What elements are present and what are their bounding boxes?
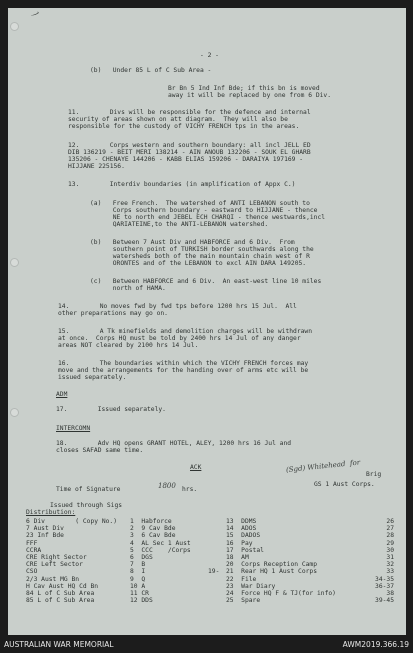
list-item: 6 DGS	[130, 554, 153, 562]
list-item: CRE Left Sector	[26, 561, 83, 569]
list-item: 32	[386, 561, 394, 569]
list-item: 30	[386, 546, 394, 554]
section-b-heading: (b) Under 85 L of C Sub Area -	[90, 67, 212, 74]
punch-hole-icon	[10, 408, 19, 417]
document-page: ノ - 2 - (b) Under 85 L of C Sub Area - Br Bn 5 Ind Inf Bde; if this bn is moved away it will be replaced by one from 6 Div. 11. Divs will be responsible for the defence and internal security of areas shown on att diagram. They will also be responsible for the custody of VICHY FRENCH tps in the areas. 12. Corps western and southern boundary: all incl JELL ED DIB 136219 - BEIT MERI 138214 - AIN ANOUB 132206 - SOUK EL GHARB 135206 - CHENAYE 144206 - KABB ELIAS 159206 - DARAIYA 197169 - HIJJANE 225156. 13. Interdiv boundaries (in amplification of Appx C.) (a) Free French. The watershed of ANTI LEBANON south to Corps southern boundary - eastward to HIJJANE - thence NE to north end JEBEL ECH CHARQI - thence westwards,incl QARIATEINE,to the ANTI-LEBANON watershed. (b) Between 7 Aust Div and HABFORCE and 6 Div. From southern point of TURKISH border southwards along the watersheds both of the main mountain chain west of R ORONTES and of the LEBANON to excl AIN DARA 149205. (c) Between HABFORCE and 6 Div. An east-west line 10 miles north of HAMA. 14. No moves fwd by fwd tps before 1200 hrs 15 Jul. All other preparations may go on. 15. A Tk minefields and demolition charges will be withdrawn at once. Corps HQ must be told by 2400 hrs 14 Jul of any danger areas NOT cleared by 2100 hrs 14 Jul. 16. The boundaries within which the VICHY FRENCH forces may move and the arrangements for the handing over of arms etc will be issued separately. ADM 17. Issued separately. INTERCOMN 18. Adv HQ opens GRANT HOTEL, ALEY, 1200 hrs 16 Jul and closes SAFAD same time. ACK (Sgd) Whitehead for Brig GS 1 Aust Corps. Time of Signature 1800 hrs. Issued through Sigs Distribution: 6 Div ( Copy No.) 7 Aust Div 23 Inf Bde FFF CCRA CRE Right Sector CRE Left Sector CSO 2/3 Aust MG Bn H Cav Aust HQ Cd Bn 84 L of C Sub Area 85 L of C Sub Area 1 Habforce 2 9 Cav Bde 3 6 Cav Bde 4 AL Sec 1 Aust 5 CCC /Corps 6 DGS 7 B 8 I 9 Q 10 A 11 CR 12 DDS 19- 13 DDMS 14 ADOS 15 DADOS 16 Pay 17 Postal 18 AM 20 Corps Reception Camp 21 Rear HQ 1 Aust Corps 22 File 23 War Diary 24 Force HQ F & TJ(for info) 25 Spare 26 27 28 29 30 31 32 33 34-35 36-37 38 39-45	[8, 8, 406, 635]
list-item: 85 L of C Sub Area	[26, 597, 95, 605]
list-item: 24 Force HQ F & TJ(for info)	[226, 590, 336, 598]
distribution-col-4	[360, 518, 394, 604]
tick-mark-icon: ノ	[28, 8, 42, 22]
archive-footer	[0, 636, 413, 653]
list-item: 27	[386, 525, 394, 533]
list-item: 2 9 Cav Bde	[130, 525, 176, 533]
list-item: 11 CR	[130, 590, 149, 598]
section-b-text-2: away it will be replaced by one from 6 Div.	[168, 92, 332, 99]
paragraph-13-heading: 13. Interdiv boundaries (in amplification of Appx C.)	[68, 181, 296, 188]
list-item: CRE Right Sector	[26, 554, 87, 562]
handwritten-signature: (Sgd) Whitehead	[285, 459, 346, 475]
footer-accession-number: AWM2019.366.19	[342, 640, 409, 649]
list-item: 1 Habforce	[130, 518, 172, 525]
distribution-col-1	[26, 518, 117, 604]
list-item: 39-45	[375, 597, 394, 605]
ack-heading: ACK	[190, 464, 202, 471]
list-item: H Cav Aust HQ Cd Bn	[26, 582, 99, 590]
punch-hole-icon	[10, 258, 19, 267]
list-item: 14 ADOS	[226, 525, 257, 533]
issued-through-sigs: Issued through Sigs	[50, 502, 123, 509]
list-item: 10 A	[130, 582, 146, 590]
list-item: 36-37	[375, 582, 394, 590]
adm-heading: ADM	[56, 391, 68, 398]
distribution-col-3	[226, 518, 336, 604]
list-item: 29	[386, 539, 394, 547]
list-item: 23 War Diary	[226, 582, 276, 590]
signature-title: GS 1 Aust Corps.	[314, 481, 375, 488]
paragraph-17: 17. Issued separately.	[56, 406, 166, 413]
signature-brig: Brig	[366, 471, 382, 478]
list-item: 17 Postal	[226, 546, 264, 554]
list-item: 3 6 Cav Bde	[130, 532, 176, 540]
list-item: 20 Corps Reception Camp	[226, 561, 317, 569]
list-item: CCRA	[26, 546, 42, 554]
list-item: 13 DDMS	[226, 518, 257, 525]
list-item: 38	[386, 590, 394, 598]
list-item: 6 Div ( Copy No.)	[26, 518, 117, 525]
time-of-signature-label: Time of Signature	[56, 486, 121, 493]
list-item: FFF	[26, 539, 38, 547]
list-item: 22 File	[226, 575, 257, 583]
list-item: 33	[386, 568, 394, 576]
intercomn-heading: INTERCOMN	[56, 425, 91, 432]
list-item: 2/3 Aust MG Bn	[26, 575, 80, 583]
list-item: 34-35	[375, 575, 394, 583]
list-item: 4 AL Sec 1 Aust	[130, 539, 191, 547]
distribution-label: Distribution:	[26, 509, 76, 516]
list-item: 84 L of C Sub Area	[26, 590, 95, 598]
list-item: 25 Spare	[226, 597, 261, 605]
list-item: 23 Inf Bde	[26, 532, 64, 540]
list-item: 26	[386, 518, 394, 525]
footer-institution: AUSTRALIAN WAR MEMORIAL	[4, 640, 114, 649]
list-item: 28	[386, 532, 394, 540]
time-of-signature-value: 1800	[158, 482, 176, 490]
list-item: 12 DDS	[130, 597, 153, 605]
list-item: 5 CCC /Corps	[130, 546, 191, 554]
list-item: 7 B	[130, 561, 146, 569]
page-number: - 2 -	[200, 52, 219, 59]
list-item: 7 Aust Div	[26, 525, 64, 533]
list-item: CSO	[26, 568, 38, 576]
list-item: 8 I	[130, 568, 146, 576]
distribution-col-2	[130, 518, 191, 604]
time-of-signature-unit: hrs.	[182, 486, 198, 493]
list-item: 31	[386, 554, 394, 562]
signature-for: for	[349, 458, 361, 468]
list-item: 21 Rear HQ 1 Aust Corps	[226, 568, 317, 576]
punch-hole-icon	[10, 22, 19, 31]
list-item: 9 Q	[130, 575, 146, 583]
list-item: 16 Pay	[226, 539, 253, 547]
list-item: 15 DADOS	[226, 532, 261, 540]
section-b-text-1: Br Bn 5 Ind Inf Bde; if this bn is moved	[168, 85, 320, 92]
list-item: 18 AM	[226, 554, 249, 562]
distribution-mid-range: 19-	[208, 568, 220, 576]
